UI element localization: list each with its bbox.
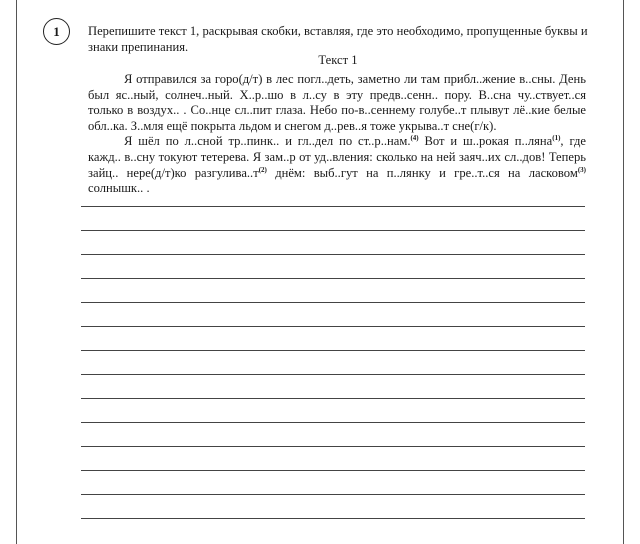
task-instruction: Перепишите текст 1, раскрывая скобки, вставляя, где это необходимо, пропущенные буквы и знаки препинания. (88, 24, 588, 54)
answer-line[interactable] (81, 350, 585, 351)
p2-segment-5: солнышк.. . (88, 181, 150, 196)
footnote-mark-3: (3) (577, 165, 586, 174)
p2-segment-1: Я шёл по л..сной тр..пинк.. и гл..дел по ст..р..нам. (124, 134, 411, 149)
answer-line[interactable] (81, 326, 585, 327)
answer-line[interactable] (81, 446, 585, 447)
answer-line[interactable] (81, 494, 585, 495)
paragraph-2 (88, 134, 586, 196)
footnote-mark-1: (1) (552, 134, 561, 143)
paragraph-1: Я отправился за горо(д/т) в лес погл..деть, заметно ли там прибл..жение в..сны. День был яс..ный, солнеч..ный. Х..р..шо в л..су в эту предв..сенн.. пору. В..сна чу..ствует..ся только в воздух.. . Со..нце сл..пит глаза. Небо по-в..сеннему голубе..т плывут лё..кие белые обл..ка. З..мля ещё покрыта льдом и снегом д..рев..я тоже укрыва..т сне(г/к). (88, 72, 586, 133)
passage (88, 72, 586, 197)
answer-line[interactable] (81, 398, 585, 399)
answer-line[interactable] (81, 230, 585, 231)
p2-segment-2: Вот и ш..рокая п..ляна (418, 134, 553, 149)
task-number-badge (43, 18, 70, 45)
task-number: 1 (53, 23, 60, 39)
answer-line[interactable] (81, 422, 585, 423)
answer-line[interactable] (81, 278, 585, 279)
answer-line[interactable] (81, 206, 585, 207)
answer-line[interactable] (81, 302, 585, 303)
answer-line[interactable] (81, 254, 585, 255)
p2-segment-4: днём: выб..гут на п..лянку и гре..т..ся на ласковом (266, 165, 578, 180)
page-border-left (16, 0, 17, 544)
page-border-right (623, 0, 624, 544)
footnote-mark-2: (2) (258, 165, 267, 174)
answer-line[interactable] (81, 470, 585, 471)
p2-segment-3: , где кажд.. в..сну токуют тетерева. Я зам..р от уд..вления: сколько на ней заяч..их сл..дов! Теперь зайц.. нере(д/т)ко разгулива..т (88, 134, 586, 180)
footnote-mark-4: (4) (410, 134, 419, 143)
text-title: Текст 1 (318, 53, 358, 67)
answer-line[interactable] (81, 374, 585, 375)
answer-line[interactable] (81, 518, 585, 519)
